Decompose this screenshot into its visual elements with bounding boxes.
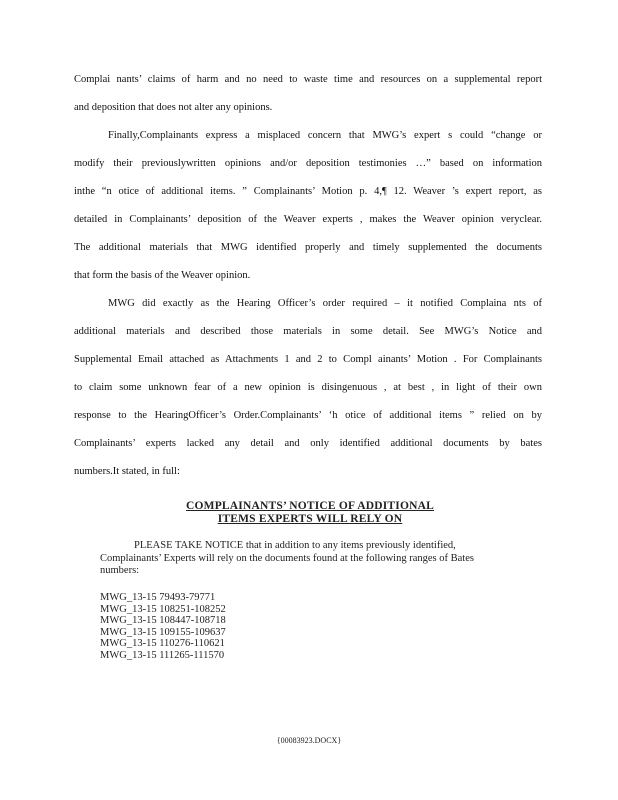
p2-line-5: The additional materials that MWG identified properly and timely supplemented the documents	[74, 242, 542, 253]
exhibit-body-line-2: Complainants’ Experts will rely on the documents found at the following ranges of Bates	[100, 553, 474, 564]
bates-range: MWG_13-15 109155-109637	[100, 626, 226, 638]
bates-range-list	[100, 592, 226, 661]
footer-doc-id: {00083923.DOCX}	[276, 736, 342, 745]
bates-range: MWG_13-15 110276-110621	[100, 638, 225, 649]
p2-line-4: detailed in Complainants’ deposition of the Weaver experts , makes the Weaver opinion veryclear.	[74, 214, 542, 225]
p3-line-6: Complainants’ experts lacked any detail and only identified additional documents by bates	[74, 438, 542, 449]
p3-line-1: MWG did exactly as the Hearing Officer’s order required – it notified Complaina nts of	[108, 298, 542, 309]
bates-range: MWG_13-15 108251-108252	[100, 603, 226, 615]
p3-line-7: numbers.It stated, in full:	[74, 466, 180, 477]
bates-range: MWG_13-15 79493-79771	[100, 592, 216, 603]
embedded-notice-exhibit	[100, 500, 520, 661]
p3-line-4: to claim some unknown fear of a new opinion is disingenuous , at best , in light of their own	[74, 382, 542, 393]
p3-line-3: Supplemental Email attached as Attachments 1 and 2 to Compl ainants’ Motion . For Complainants	[74, 354, 542, 365]
p2-line-3: inthe “n otice of additional items. ” Complainants’ Motion p. 4,¶ 12. Weaver ’s expert report, as	[74, 186, 542, 197]
exhibit-title-line-1: COMPLAINANTS’ NOTICE OF ADDITIONAL	[185, 500, 434, 512]
p1-line-2: and deposition that does not alter any opinions.	[74, 102, 273, 113]
p3-line-5: response to the HearingOfficer’s Order.Complainants’ ‘h otice of additional items ” relied on by	[74, 410, 542, 421]
p3-line-2: additional materials and described those materials in some detail. See MWG’s Notice and	[74, 326, 542, 337]
exhibit-body-line-1: PLEASE TAKE NOTICE that in addition to any items previously identified,	[134, 540, 456, 551]
bates-range: MWG_13-15 108447-108718	[100, 615, 226, 626]
bates-range: MWG_13-15 111265-111570	[100, 649, 225, 661]
p1-line-1: Complai nants’ claims of harm and no need to waste time and resources on a supplemental report	[74, 74, 542, 85]
exhibit-body-line-3: numbers:	[100, 565, 140, 576]
p2-line-6: that form the basis of the Weaver opinion.	[74, 270, 251, 281]
p2-line-1: Finally,Complainants express a misplaced concern that MWG’s expert s could “change or	[108, 130, 542, 141]
exhibit-title-line-2: ITEMS EXPERTS WILL RELY ON	[217, 513, 403, 525]
p2-line-2: modify their previouslywritten opinions and/or deposition testimonies …” based on information	[74, 158, 542, 169]
